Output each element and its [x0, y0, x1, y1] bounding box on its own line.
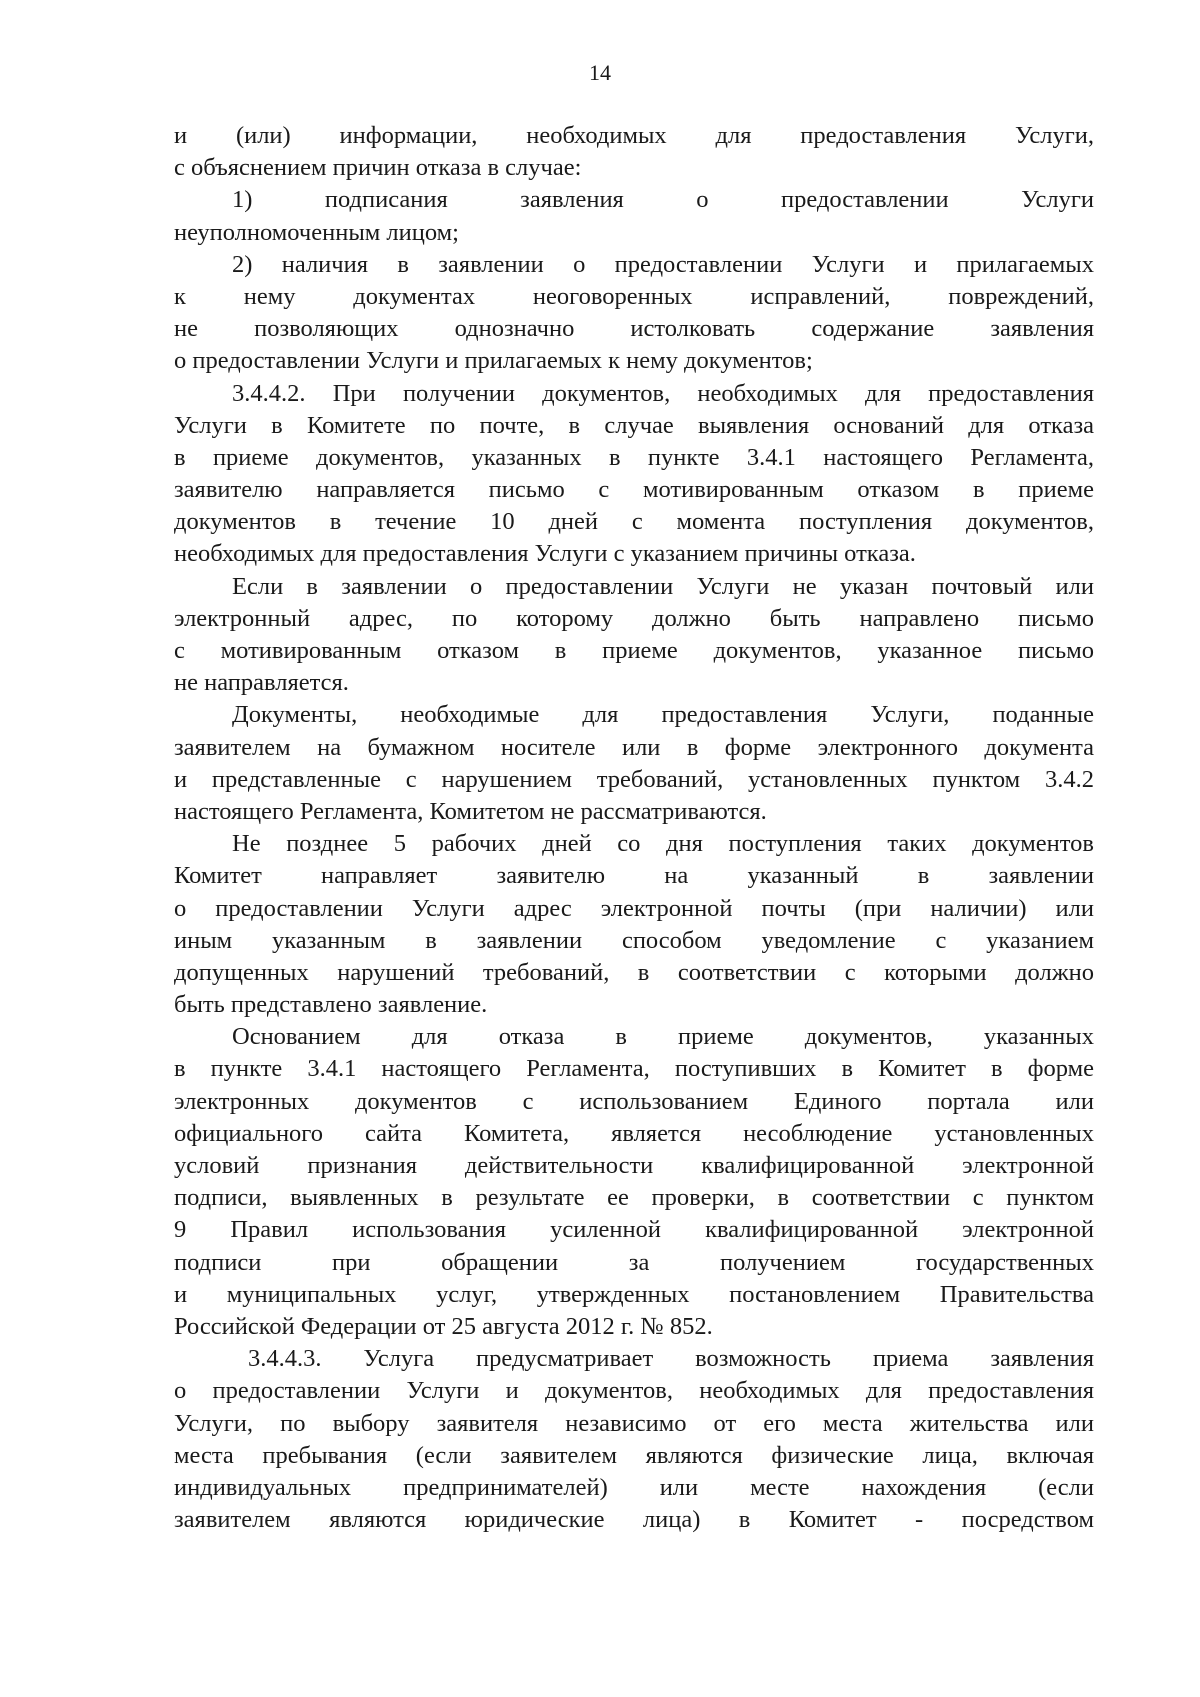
text-line: Документы, необходимые для предоставления Услуги, поданные [232, 701, 1094, 729]
text-line: к нему документах неоговоренных исправлений, повреждений, [174, 282, 1094, 310]
text-line: 9 Правил использования усиленной квалифицированной электронной [174, 1216, 1094, 1244]
text-line: неуполномоченным лицом; [174, 218, 459, 246]
text-line: о предоставлении Услуги и документов, необходимых для предоставления [174, 1377, 1094, 1405]
text-line: электронный адрес, по которому должно быть направлено письмо [174, 604, 1094, 632]
text-line: Услуги, по выбору заявителя независимо от его места жительства или [174, 1409, 1094, 1437]
text-line: условий признания действительности квалифицированной электронной [174, 1152, 1094, 1179]
text-line: Услуги в Комитете по почте, в случае выявления оснований для отказа [174, 411, 1094, 439]
text-line: и муниципальных услуг, утвержденных постановлением Правительства [174, 1280, 1094, 1308]
text-line: и представленные с нарушением требований, установленных пунктом 3.4.2 [174, 765, 1094, 793]
text-line: Российской Федерации от 25 августа 2012 г. № 852. [174, 1312, 713, 1340]
text-line: 3.4.4.2. При получении документов, необходимых для предоставления [232, 379, 1094, 407]
text-line: места пребывания (если заявителем являются физические лица, включая [174, 1441, 1094, 1469]
text-line: 2) наличия в заявлении о предоставлении Услуги и прилагаемых [232, 250, 1094, 278]
text-line: 1) подписания заявления о предоставлении Услуги [232, 186, 1094, 214]
text-line: иным указанным в заявлении способом уведомление с указанием [174, 926, 1094, 954]
text-line: подписи, выявленных в результате ее проверки, в соответствии с пунктом [174, 1184, 1094, 1212]
text-line: 3.4.4.3. Услуга предусматривает возможность приема заявления [248, 1345, 1094, 1373]
text-line: заявителем на бумажном носителе или в форме электронного документа [174, 733, 1094, 761]
text-line: с мотивированным отказом в приеме документов, указанное письмо [174, 637, 1094, 664]
text-line: индивидуальных предпринимателей) или месте нахождения (если [174, 1473, 1094, 1501]
document-body [174, 120, 1094, 1536]
page-number: 14 [589, 60, 611, 85]
text-line: Основанием для отказа в приеме документов, указанных [232, 1023, 1094, 1051]
text-line: Не позднее 5 рабочих дней со дня поступления таких документов [232, 830, 1094, 858]
text-line: и (или) информации, необходимых для предоставления Услуги, [174, 122, 1094, 149]
text-line: не направляется. [174, 669, 349, 697]
text-line: электронных документов с использованием Единого портала или [174, 1087, 1094, 1115]
text-line: заявителю направляется письмо с мотивированным отказом в приеме [174, 476, 1094, 504]
text-line: о предоставлении Услуги и прилагаемых к нему документов; [174, 347, 813, 375]
text-line: Если в заявлении о предоставлении Услуги не указан почтовый или [232, 572, 1094, 600]
text-line: в пункте 3.4.1 настоящего Регламента, поступивших в Комитет в форме [174, 1055, 1094, 1083]
text-line: необходимых для предоставления Услуги с указанием причины отказа. [174, 540, 916, 568]
text-line: в приеме документов, указанных в пункте 3.4.1 настоящего Регламента, [174, 443, 1094, 471]
text-line: допущенных нарушений требований, в соответствии с которыми должно [174, 958, 1094, 986]
text-line: с объяснением причин отказа в случае: [174, 154, 582, 182]
text-line: Комитет направляет заявителю на указанный в заявлении [174, 862, 1094, 890]
text-line: настоящего Регламента, Комитетом не рассматриваются. [174, 797, 767, 825]
text-line: документов в течение 10 дней с момента поступления документов, [174, 508, 1094, 536]
text-line: не позволяющих однозначно истолковать содержание заявления [174, 315, 1094, 343]
text-line: заявителем являются юридические лица) в Комитет - посредством [174, 1506, 1094, 1534]
text-line: официального сайта Комитета, является несоблюдение установленных [174, 1119, 1094, 1147]
text-line: подписи при обращении за получением государственных [174, 1248, 1094, 1276]
text-line: быть представлено заявление. [174, 991, 488, 1019]
text-line: о предоставлении Услуги адрес электронной почты (при наличии) или [174, 894, 1094, 922]
